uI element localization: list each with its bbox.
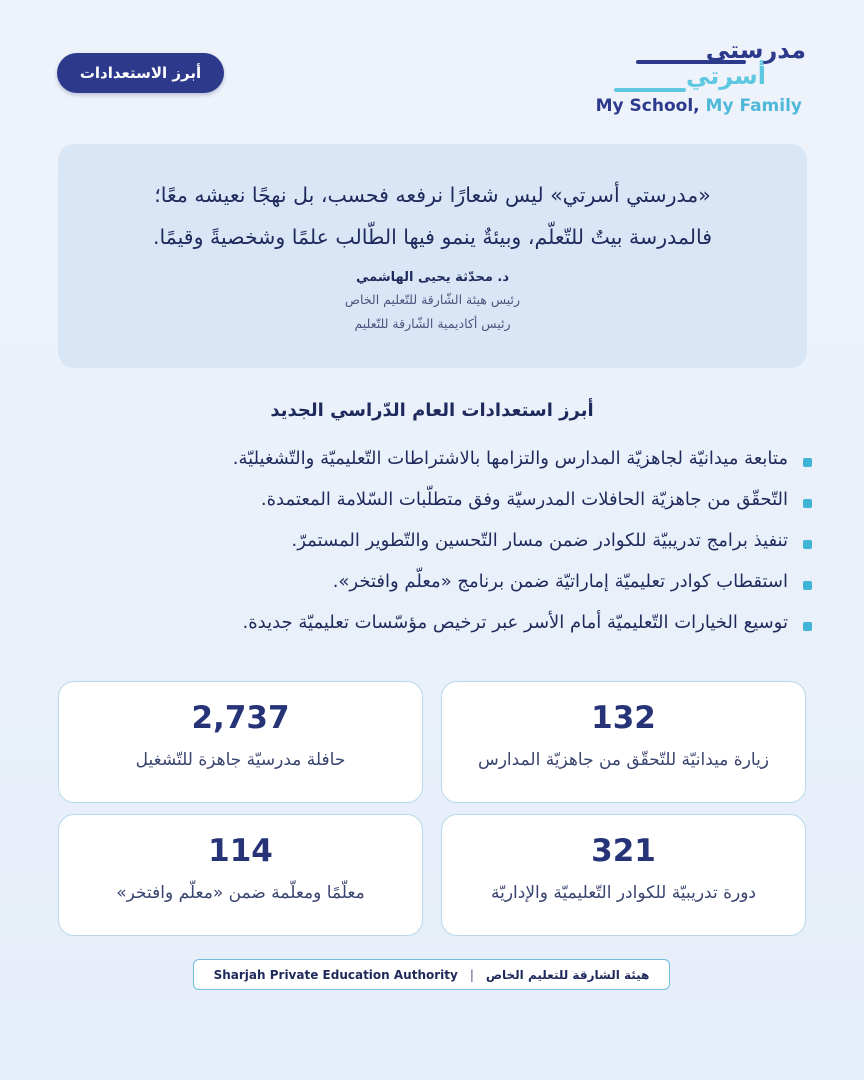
stat-card-training-courses [441,814,806,936]
logo-underline-cyan [614,88,686,92]
list-item [92,438,812,479]
stat-card-field-visits [441,681,806,803]
quote-text [78,174,787,258]
quote-author-role-2: رئيس أكاديمية الشّارقة للتّعليم [354,316,511,331]
preparations-list [92,438,812,643]
logo-arabic-line1: مدرستي [705,36,806,64]
list-item [92,602,812,643]
stat-label: دورة تدريبيّة للكوادر التّعليميّة والإداريّة [490,883,756,903]
bullet-square-icon [803,622,812,631]
logo-arabic-line2: أسرتي [685,62,766,90]
list-item [92,520,812,561]
list-item-text: متابعة ميدانيّة لجاهزيّة المدارس والتزامها بالاشتراطات التّعليميّة والتّشغيليّة. [232,448,788,469]
stat-value: 2,737 [191,700,290,736]
my-school-my-family-logo [595,36,806,122]
quote-line-2: فالمدرسة بيتٌ للتّعلّم، وبيئةٌ ينمو فيها الطّالب علمًا وشخصيةً وقيمًا. [152,225,713,249]
stat-card-school-buses [58,681,423,803]
logo-english [596,96,802,116]
preparations-badge: أبرز الاستعدادات [57,53,224,93]
list-item [92,561,812,602]
logo-english-part2: My Family [705,96,802,116]
logo-english-part1: My School, [595,96,700,116]
stat-label: معلّمًا ومعلّمة ضمن «معلّم وافتخر» [116,883,365,903]
bullet-square-icon [803,581,812,590]
bullet-square-icon [803,458,812,467]
bullet-square-icon [803,499,812,508]
stat-value: 114 [208,833,273,869]
stat-value: 132 [591,700,656,736]
list-item-text: تنفيذ برامج تدريبيّة للكوادر ضمن مسار التّحسين والتّطوير المستمرّ. [291,530,788,551]
section-title: أبرز استعدادات العام الدّراسي الجديد [270,400,594,421]
stat-label: حافلة مدرسيّة جاهزة للتّشغيل [135,750,346,770]
bullet-square-icon [803,540,812,549]
footer-separator: | [469,967,474,982]
stat-value: 321 [591,833,656,869]
authority-footer [193,959,670,990]
list-item [92,479,812,520]
list-item-text: التّحقّق من جاهزيّة الحافلات المدرسيّة وفق متطلّبات السّلامة المعتمدة. [260,489,788,510]
stat-label: زيارة ميدانيّة للتّحقّق من جاهزيّة المدارس [477,750,770,770]
quote-line-1: «مدرستي أسرتي» ليس شعارًا نرفعه فحسب، بل نهجًا نعيشه معًا؛ [154,183,711,207]
quote-card [58,144,807,368]
footer-english-name: Sharjah Private Education Authority [213,967,458,982]
stat-card-emirati-teachers [58,814,423,936]
list-item-text: استقطاب كوادر تعليميّة إماراتيّة ضمن برنامج «معلّم وافتخر». [332,571,788,592]
quote-author-role-1: رئيس هيئة الشّارقة للتّعليم الخاص [344,292,521,307]
quote-author: د. محدّثة يحيى الهاشمي [355,270,510,285]
footer-arabic-name: هيئة الشارقة للتعليم الخاص [485,967,650,982]
list-item-text: توسيع الخيارات التّعليميّة أمام الأسر عبر ترخيص مؤسّسات تعليميّة جديدة. [242,612,788,633]
